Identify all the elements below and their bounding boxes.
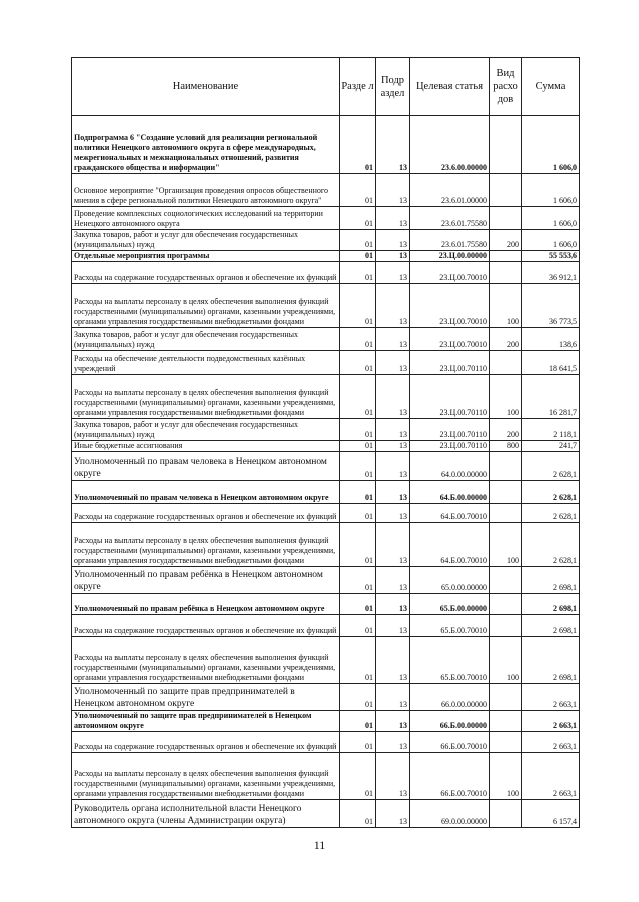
cell-name: Расходы на обеспечение деятельности подведомственных казённых учреждений bbox=[72, 351, 340, 375]
cell-target-code: 23.Ц.00.70110 bbox=[410, 441, 490, 452]
cell-name: Расходы на содержание государственных органов и обеспечение их функций bbox=[72, 732, 340, 753]
cell-name: Подпрограмма 6 "Создание условий для реализации региональной политики Ненецкого автономного округа в сфере международных, межрегиональных и межнациональных отношений, развития гражданского общества и информации" bbox=[72, 116, 340, 174]
table-row bbox=[72, 251, 580, 262]
cell-subsection: 13 bbox=[376, 684, 410, 711]
cell-section: 01 bbox=[340, 251, 376, 262]
cell-sum: 18 641,5 bbox=[522, 351, 580, 375]
cell-target-code: 64.Б.00.00000 bbox=[410, 481, 490, 504]
cell-sum: 2 698,1 bbox=[522, 637, 580, 684]
cell-expense-type: 100 bbox=[490, 375, 522, 419]
cell-name: Уполномоченный по правам ребёнка в Ненецком автономном округе bbox=[72, 594, 340, 615]
cell-expense-type bbox=[490, 711, 522, 732]
cell-name: Расходы на содержание государственных органов и обеспечение их функций bbox=[72, 262, 340, 284]
cell-expense-type bbox=[490, 800, 522, 828]
cell-subsection: 13 bbox=[376, 328, 410, 351]
cell-sum: 6 157,4 bbox=[522, 800, 580, 828]
cell-target-code: 23.Ц.00.70110 bbox=[410, 351, 490, 375]
cell-section: 01 bbox=[340, 481, 376, 504]
cell-sum: 138,6 bbox=[522, 328, 580, 351]
cell-section: 01 bbox=[340, 523, 376, 567]
cell-name: Уполномоченный по правам человека в Ненецком автономном округе bbox=[72, 452, 340, 481]
cell-section: 01 bbox=[340, 174, 376, 207]
cell-name: Уполномоченный по правам человека в Ненецком автономном округе bbox=[72, 481, 340, 504]
cell-subsection: 13 bbox=[376, 753, 410, 800]
cell-target-code: 23.Ц.00.70010 bbox=[410, 262, 490, 284]
cell-name: Расходы на содержание государственных органов и обеспечение их функций bbox=[72, 504, 340, 523]
cell-subsection: 13 bbox=[376, 523, 410, 567]
cell-subsection: 13 bbox=[376, 375, 410, 419]
cell-name: Расходы на содержание государственных органов и обеспечение их функций bbox=[72, 615, 340, 637]
cell-subsection: 13 bbox=[376, 481, 410, 504]
cell-sum: 2 628,1 bbox=[522, 523, 580, 567]
cell-subsection: 13 bbox=[376, 732, 410, 753]
cell-subsection: 13 bbox=[376, 262, 410, 284]
cell-expense-type bbox=[490, 251, 522, 262]
cell-section: 01 bbox=[340, 711, 376, 732]
table-row bbox=[72, 594, 580, 615]
table-row bbox=[72, 684, 580, 711]
cell-name: Иные бюджетные ассигнования bbox=[72, 441, 340, 452]
cell-target-code: 64.Б.00.70010 bbox=[410, 523, 490, 567]
cell-target-code: 66.0.00.00000 bbox=[410, 684, 490, 711]
cell-expense-type: 800 bbox=[490, 441, 522, 452]
cell-target-code: 66.Б.00.70010 bbox=[410, 732, 490, 753]
table-row bbox=[72, 504, 580, 523]
table-row bbox=[72, 711, 580, 732]
cell-expense-type bbox=[490, 174, 522, 207]
cell-subsection: 13 bbox=[376, 116, 410, 174]
cell-name: Проведение комплексных социологических исследований на территории Ненецкого автономного округа bbox=[72, 207, 340, 230]
cell-expense-type: 100 bbox=[490, 753, 522, 800]
cell-subsection: 13 bbox=[376, 251, 410, 262]
cell-target-code: 65.Б.00.70010 bbox=[410, 637, 490, 684]
cell-section: 01 bbox=[340, 732, 376, 753]
cell-subsection: 13 bbox=[376, 351, 410, 375]
cell-target-code: 65.Б.00.70010 bbox=[410, 615, 490, 637]
cell-expense-type bbox=[490, 594, 522, 615]
table-row bbox=[72, 351, 580, 375]
cell-sum: 2 698,1 bbox=[522, 594, 580, 615]
cell-section: 01 bbox=[340, 262, 376, 284]
cell-target-code: 23.6.01.00000 bbox=[410, 174, 490, 207]
cell-expense-type bbox=[490, 481, 522, 504]
table-row bbox=[72, 262, 580, 284]
cell-expense-type bbox=[490, 351, 522, 375]
header-type: Вид расхо дов bbox=[490, 58, 522, 116]
cell-expense-type bbox=[490, 116, 522, 174]
cell-section: 01 bbox=[340, 207, 376, 230]
cell-sum: 2 118,1 bbox=[522, 419, 580, 441]
cell-target-code: 65.0.00.00000 bbox=[410, 567, 490, 594]
cell-target-code: 23.Ц.00.70010 bbox=[410, 284, 490, 328]
table-row bbox=[72, 637, 580, 684]
cell-section: 01 bbox=[340, 504, 376, 523]
table-row bbox=[72, 419, 580, 441]
cell-expense-type bbox=[490, 207, 522, 230]
cell-sum: 2 663,1 bbox=[522, 753, 580, 800]
cell-expense-type: 100 bbox=[490, 637, 522, 684]
cell-target-code: 65.Б.00.00000 bbox=[410, 594, 490, 615]
cell-subsection: 13 bbox=[376, 711, 410, 732]
table-row bbox=[72, 207, 580, 230]
cell-name: Расходы на выплаты персоналу в целях обеспечения выполнения функций государственными (муниципальными) органами, казенными учреждениями, органами управления государственными внебюджетными фондами bbox=[72, 637, 340, 684]
cell-name: Уполномоченный по правам ребёнка в Ненецком автономном округе bbox=[72, 567, 340, 594]
cell-sum: 2 628,1 bbox=[522, 452, 580, 481]
cell-section: 01 bbox=[340, 230, 376, 251]
header-sum: Сумма bbox=[522, 58, 580, 116]
cell-section: 01 bbox=[340, 615, 376, 637]
cell-expense-type bbox=[490, 615, 522, 637]
cell-subsection: 13 bbox=[376, 207, 410, 230]
table-row bbox=[72, 328, 580, 351]
cell-name: Руководитель органа исполнительной власти Ненецкого автономного округа (члены Администрации округа) bbox=[72, 800, 340, 828]
cell-expense-type bbox=[490, 504, 522, 523]
cell-section: 01 bbox=[340, 567, 376, 594]
cell-subsection: 13 bbox=[376, 419, 410, 441]
cell-sum: 2 698,1 bbox=[522, 567, 580, 594]
header-name: Наименование bbox=[72, 58, 340, 116]
cell-expense-type: 200 bbox=[490, 230, 522, 251]
cell-section: 01 bbox=[340, 284, 376, 328]
header-subsection: Подр аздел bbox=[376, 58, 410, 116]
cell-sum: 2 663,1 bbox=[522, 684, 580, 711]
table-row bbox=[72, 800, 580, 828]
table-row bbox=[72, 753, 580, 800]
cell-subsection: 13 bbox=[376, 504, 410, 523]
header-target: Целевая статья bbox=[410, 58, 490, 116]
cell-expense-type bbox=[490, 684, 522, 711]
cell-name: Закупка товаров, работ и услуг для обеспечения государственных (муниципальных) нужд bbox=[72, 328, 340, 351]
cell-name: Расходы на выплаты персоналу в целях обеспечения выполнения функций государственными (муниципальными) органами, казенными учреждениями, органами управления государственными внебюджетными фондами bbox=[72, 753, 340, 800]
cell-name: Закупка товаров, работ и услуг для обеспечения государственных (муниципальных) нужд bbox=[72, 230, 340, 251]
cell-subsection: 13 bbox=[376, 615, 410, 637]
cell-sum: 16 281,7 bbox=[522, 375, 580, 419]
table-row bbox=[72, 174, 580, 207]
cell-expense-type: 100 bbox=[490, 284, 522, 328]
table-row bbox=[72, 732, 580, 753]
cell-sum: 2 698,1 bbox=[522, 615, 580, 637]
cell-target-code: 23.Ц.00.70110 bbox=[410, 419, 490, 441]
table-row bbox=[72, 230, 580, 251]
cell-section: 01 bbox=[340, 351, 376, 375]
header-section: Разде л bbox=[340, 58, 376, 116]
cell-subsection: 13 bbox=[376, 230, 410, 251]
cell-section: 01 bbox=[340, 800, 376, 828]
cell-sum: 2 663,1 bbox=[522, 732, 580, 753]
cell-name: Расходы на выплаты персоналу в целях обеспечения выполнения функций государственными (муниципальными) органами, казенными учреждениями, органами управления государственными внебюджетными фондами bbox=[72, 284, 340, 328]
table-row bbox=[72, 375, 580, 419]
cell-target-code: 23.6.00.00000 bbox=[410, 116, 490, 174]
cell-section: 01 bbox=[340, 328, 376, 351]
cell-section: 01 bbox=[340, 116, 376, 174]
table-header-row bbox=[72, 58, 580, 116]
cell-target-code: 23.Ц.00.70110 bbox=[410, 375, 490, 419]
cell-target-code: 64.Б.00.70010 bbox=[410, 504, 490, 523]
cell-expense-type bbox=[490, 732, 522, 753]
cell-subsection: 13 bbox=[376, 284, 410, 328]
cell-name: Закупка товаров, работ и услуг для обеспечения государственных (муниципальных) нужд bbox=[72, 419, 340, 441]
cell-sum: 2 628,1 bbox=[522, 504, 580, 523]
cell-expense-type bbox=[490, 452, 522, 481]
cell-target-code: 23.Ц.00.70010 bbox=[410, 328, 490, 351]
table-row bbox=[72, 452, 580, 481]
cell-target-code: 66.Б.00.00000 bbox=[410, 711, 490, 732]
cell-subsection: 13 bbox=[376, 594, 410, 615]
cell-name: Уполномоченный по защите прав предпринимателей в Ненецком автономном округе bbox=[72, 684, 340, 711]
table-row bbox=[72, 567, 580, 594]
cell-sum: 1 606,0 bbox=[522, 207, 580, 230]
table-row bbox=[72, 284, 580, 328]
cell-subsection: 13 bbox=[376, 637, 410, 684]
cell-subsection: 13 bbox=[376, 567, 410, 594]
cell-section: 01 bbox=[340, 452, 376, 481]
cell-name: Основное мероприятие "Организация проведения опросов общественного мнения в сфере региональной политики Ненецкого автономного округа" bbox=[72, 174, 340, 207]
cell-sum: 1 606,0 bbox=[522, 116, 580, 174]
cell-sum: 241,7 bbox=[522, 441, 580, 452]
cell-subsection: 13 bbox=[376, 174, 410, 207]
cell-expense-type: 200 bbox=[490, 328, 522, 351]
table-row bbox=[72, 615, 580, 637]
cell-name: Отдельные мероприятия программы bbox=[72, 251, 340, 262]
cell-expense-type bbox=[490, 567, 522, 594]
cell-name: Уполномоченный по защите прав предпринимателей в Ненецком автономном округе bbox=[72, 711, 340, 732]
cell-subsection: 13 bbox=[376, 800, 410, 828]
table-row bbox=[72, 481, 580, 504]
cell-sum: 2 628,1 bbox=[522, 481, 580, 504]
cell-target-code: 64.0.00.00000 bbox=[410, 452, 490, 481]
cell-sum: 36 773,5 bbox=[522, 284, 580, 328]
table-row bbox=[72, 523, 580, 567]
cell-section: 01 bbox=[340, 419, 376, 441]
cell-sum: 2 663,1 bbox=[522, 711, 580, 732]
cell-target-code: 66.Б.00.70010 bbox=[410, 753, 490, 800]
cell-section: 01 bbox=[340, 637, 376, 684]
cell-section: 01 bbox=[340, 441, 376, 452]
cell-subsection: 13 bbox=[376, 441, 410, 452]
cell-sum: 1 606,0 bbox=[522, 174, 580, 207]
cell-section: 01 bbox=[340, 684, 376, 711]
cell-expense-type: 100 bbox=[490, 523, 522, 567]
cell-target-code: 23.6.01.75580 bbox=[410, 230, 490, 251]
page-number: 11 bbox=[313, 838, 326, 852]
cell-sum: 1 606,0 bbox=[522, 230, 580, 251]
cell-sum: 36 912,1 bbox=[522, 262, 580, 284]
cell-expense-type: 200 bbox=[490, 419, 522, 441]
cell-sum: 55 553,6 bbox=[522, 251, 580, 262]
cell-target-code: 69.0.00.00000 bbox=[410, 800, 490, 828]
cell-target-code: 23.6.01.75580 bbox=[410, 207, 490, 230]
table-row bbox=[72, 116, 580, 174]
cell-name: Расходы на выплаты персоналу в целях обеспечения выполнения функций государственными (муниципальными) органами, казенными учреждениями, органами управления государственными внебюджетными фондами bbox=[72, 375, 340, 419]
cell-expense-type bbox=[490, 262, 522, 284]
cell-section: 01 bbox=[340, 375, 376, 419]
cell-section: 01 bbox=[340, 753, 376, 800]
cell-name: Расходы на выплаты персоналу в целях обеспечения выполнения функций государственными (муниципальными) органами, казенными учреждениями, органами управления государственными внебюджетными фондами bbox=[72, 523, 340, 567]
cell-subsection: 13 bbox=[376, 452, 410, 481]
cell-section: 01 bbox=[340, 594, 376, 615]
cell-target-code: 23.Ц.00.00000 bbox=[410, 251, 490, 262]
table-row bbox=[72, 441, 580, 452]
budget-table bbox=[71, 57, 580, 828]
